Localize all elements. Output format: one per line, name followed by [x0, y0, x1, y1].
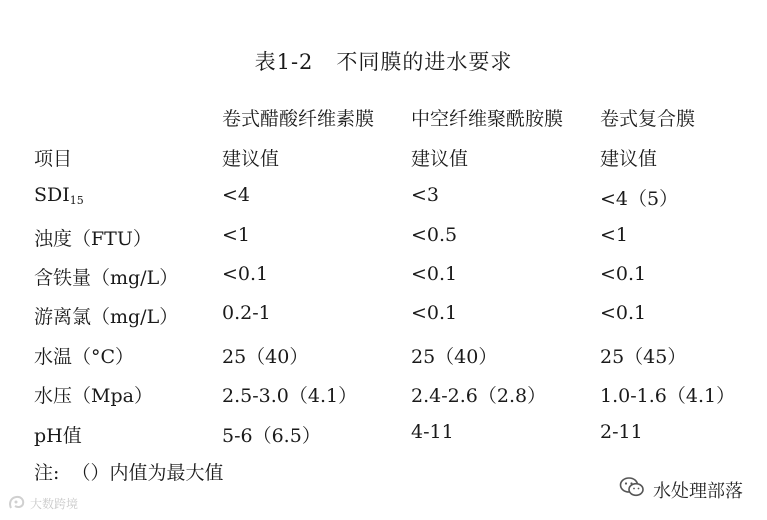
- table-cell: <1: [222, 224, 251, 246]
- table-cell: <0.1: [600, 263, 647, 285]
- table-cell: <0.5: [411, 224, 458, 246]
- row-label: 水温（°C）: [34, 346, 135, 368]
- table-cell: 2.5-3.0（4.1）: [222, 385, 358, 407]
- recommended-header: 建议值: [222, 148, 280, 170]
- table-cell: 2.4-2.6（2.8）: [411, 385, 547, 407]
- table-cell: 1.0-1.6（4.1）: [600, 385, 736, 407]
- wechat-icon: [619, 476, 645, 503]
- column-header: 卷式醋酸纤维素膜: [222, 108, 375, 130]
- table-cell: <0.1: [600, 302, 647, 324]
- table-cell: 4-11: [411, 421, 454, 443]
- row-label: 浊度（FTU）: [34, 228, 152, 250]
- column-header: 中空纤维聚酰胺膜: [411, 108, 564, 130]
- watermark-right-text: 水处理部落: [653, 480, 743, 502]
- item-header: 项目: [34, 148, 73, 170]
- table-cell: 25（40）: [222, 346, 309, 368]
- column-header: 卷式复合膜: [600, 108, 696, 130]
- row-label: 含铁量（mg/L）: [34, 267, 179, 289]
- table-cell: <1: [600, 224, 629, 246]
- table-title: 表1-2 不同膜的进水要求: [254, 50, 513, 74]
- table-cell: <4（5）: [600, 188, 679, 210]
- table-cell: 5-6（6.5）: [222, 425, 321, 447]
- watermark-right: [619, 476, 743, 503]
- row-label: $SDI_{15}$: [34, 184, 84, 207]
- watermark-left: [8, 494, 78, 513]
- table-cell: <0.1: [411, 263, 458, 285]
- recommended-header: 建议值: [600, 148, 658, 170]
- watermark-left-text: 大数跨境: [30, 497, 79, 511]
- table-cell: 0.2-1: [222, 302, 271, 324]
- row-label: 游离氯（mg/L）: [34, 306, 179, 328]
- row-label: pH值: [34, 425, 82, 447]
- table-cell: 25（45）: [600, 346, 687, 368]
- footnote: 注: （）内值为最大值: [34, 462, 224, 484]
- table-cell: <0.1: [222, 263, 269, 285]
- table-cell: <3: [411, 184, 440, 206]
- table-cell: 2-11: [600, 421, 643, 443]
- logo-icon: [8, 494, 26, 513]
- table-cell: 25（40）: [411, 346, 498, 368]
- row-label: 水压（Mpa）: [34, 385, 153, 407]
- table-cell: <0.1: [411, 302, 458, 324]
- recommended-header: 建议值: [411, 148, 469, 170]
- table-cell: <4: [222, 184, 251, 206]
